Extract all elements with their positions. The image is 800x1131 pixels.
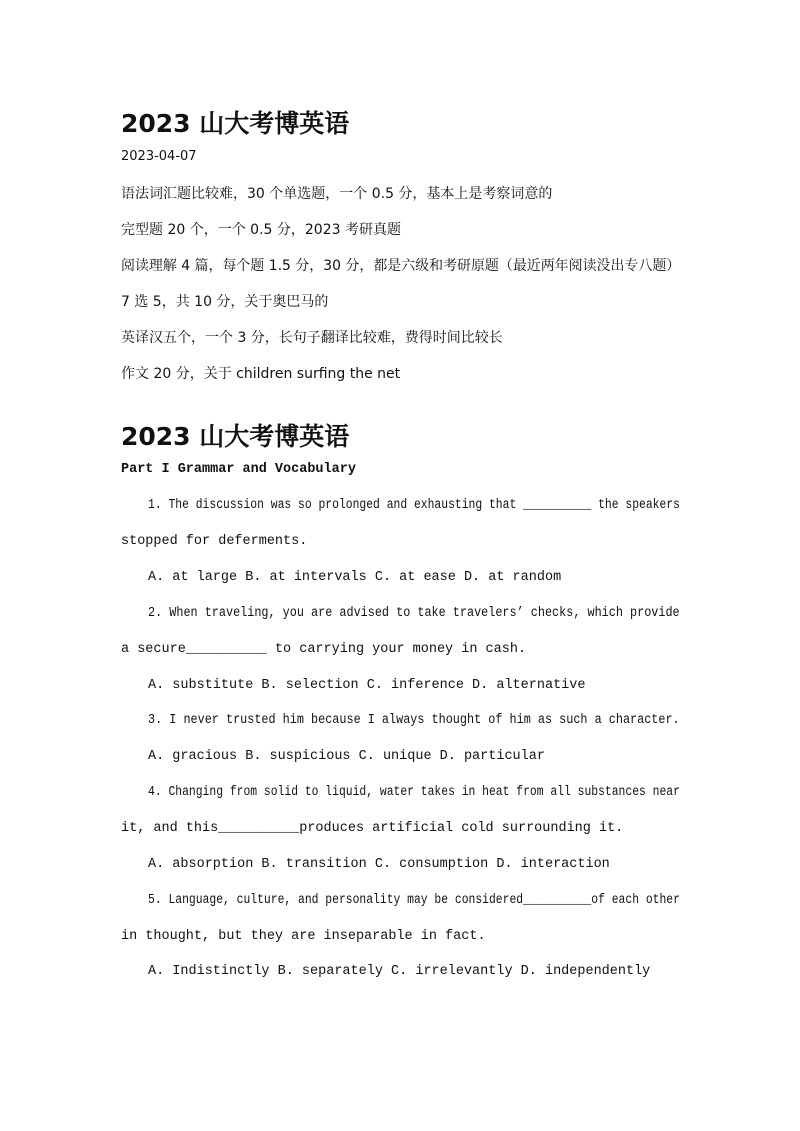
question-line: it, and this__________produces artificial cold surrounding it. (121, 821, 624, 836)
section-1-title: 2023 山大考博英语 (121, 109, 350, 138)
document-date: 2023-04-07 (121, 149, 197, 164)
summary-line: 作文 20 分，关于 children surfing the net (121, 366, 401, 382)
question-line: in thought, but they are inseparable in fact. (121, 929, 486, 944)
question-line: 3. I never trusted him because I always thought of him as such a character. (148, 713, 680, 728)
question-line: stopped for deferments. (121, 534, 308, 549)
question-line: a secure__________ to carrying your money in cash. (121, 642, 527, 657)
summary-line: 英译汉五个，一个 3 分，长句子翻译比较难，费得时间比较长 (121, 330, 503, 346)
part-heading: Part I Grammar and Vocabulary (121, 462, 356, 477)
question-line: 1. The discussion was so prolonged and exhausting that __________ the speakers (148, 498, 680, 513)
question-line: 5. Language, culture, and personality may be considered__________of each other (148, 893, 680, 908)
question-line: 4. Changing from solid to liquid, water takes in heat from all substances near (148, 785, 680, 800)
summary-line: 完型题 20 个，一个 0.5 分，2023 考研真题 (121, 222, 401, 238)
question-line: 2. When traveling, you are advised to take travelers’ checks, which provide (148, 606, 680, 621)
question-options: A. Indistinctly B. separately C. irrelevantly D. independently (148, 964, 651, 979)
question-options: A. substitute B. selection C. inference D. alternative (148, 678, 586, 693)
question-options: A. absorption B. transition C. consumption D. interaction (148, 857, 610, 872)
section-2-title: 2023 山大考博英语 (121, 422, 350, 451)
question-options: A. gracious B. suspicious C. unique D. particular (148, 749, 545, 764)
summary-line: 7 选 5，共 10 分，关于奥巴马的 (121, 294, 329, 310)
summary-line: 阅读理解 4 篇，每个题 1.5 分，30 分，都是六级和考研原题（最近两年阅读没出专八题） (121, 258, 681, 274)
question-options: A. at large B. at intervals C. at ease D. at random (148, 570, 562, 585)
summary-line: 语法词汇题比较难，30 个单选题，一个 0.5 分，基本上是考察词意的 (121, 186, 553, 202)
